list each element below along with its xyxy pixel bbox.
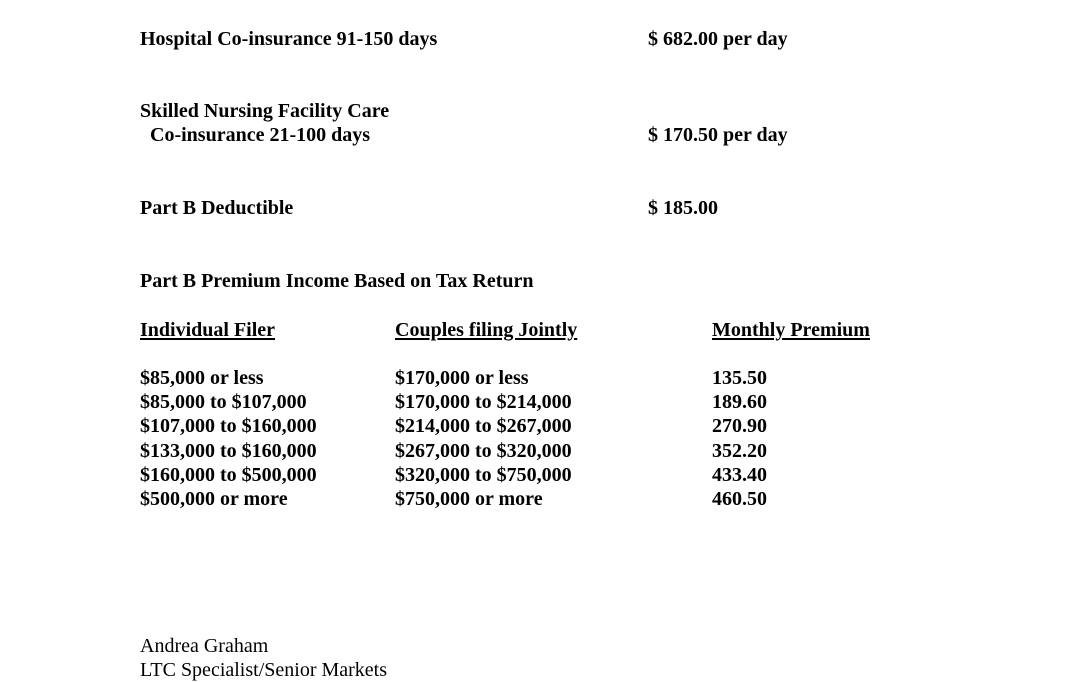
hospital-coinsurance-label: Hospital Co-insurance 91-150 days: [140, 28, 438, 50]
table-row: [0, 366, 1080, 390]
monthly-premium-cell: 270.90: [712, 415, 767, 437]
monthly-premium-cell: 433.40: [712, 464, 767, 486]
table-row: [0, 463, 1080, 487]
individual-filer-cell: $500,000 or more: [140, 488, 288, 510]
monthly-premium-cell: 189.60: [712, 391, 767, 413]
individual-filer-cell: $85,000 or less: [140, 367, 264, 389]
monthly-premium-cell: 352.20: [712, 440, 767, 462]
couples-filing-cell: $750,000 or more: [395, 488, 543, 510]
hospital-coinsurance-amount: $ 682.00 per day: [648, 28, 788, 50]
couples-filing-cell: $267,000 to $320,000: [395, 440, 572, 462]
couples-filing-cell: $320,000 to $750,000: [395, 464, 572, 486]
table-row: [0, 439, 1080, 463]
skilled-nursing-sublabel: Co-insurance 21-100 days: [150, 124, 371, 146]
monthly-premium-cell: 135.50: [712, 367, 767, 389]
table-row: [0, 414, 1080, 438]
part-b-deductible-label: Part B Deductible: [140, 197, 294, 219]
column-header-individual: Individual Filer: [140, 319, 276, 341]
signature-name: Andrea Graham: [140, 635, 269, 657]
table-row: [0, 487, 1080, 511]
individual-filer-cell: $133,000 to $160,000: [140, 440, 317, 462]
individual-filer-cell: $85,000 to $107,000: [140, 391, 307, 413]
couples-filing-cell: $170,000 or less: [395, 367, 529, 389]
premium-section-heading: Part B Premium Income Based on Tax Return: [140, 270, 534, 292]
column-header-premium: Monthly Premium: [712, 319, 870, 341]
individual-filer-cell: $160,000 to $500,000: [140, 464, 317, 486]
monthly-premium-cell: 460.50: [712, 488, 767, 510]
couples-filing-cell: $170,000 to $214,000: [395, 391, 572, 413]
table-row: [0, 390, 1080, 414]
couples-filing-cell: $214,000 to $267,000: [395, 415, 572, 437]
part-b-deductible-amount: $ 185.00: [648, 197, 718, 219]
column-header-couples: Couples filing Jointly: [395, 319, 578, 341]
skilled-nursing-label: Skilled Nursing Facility Care: [140, 100, 390, 122]
skilled-nursing-amount: $ 170.50 per day: [648, 124, 788, 146]
individual-filer-cell: $107,000 to $160,000: [140, 415, 317, 437]
signature-title: LTC Specialist/Senior Markets: [140, 659, 388, 681]
